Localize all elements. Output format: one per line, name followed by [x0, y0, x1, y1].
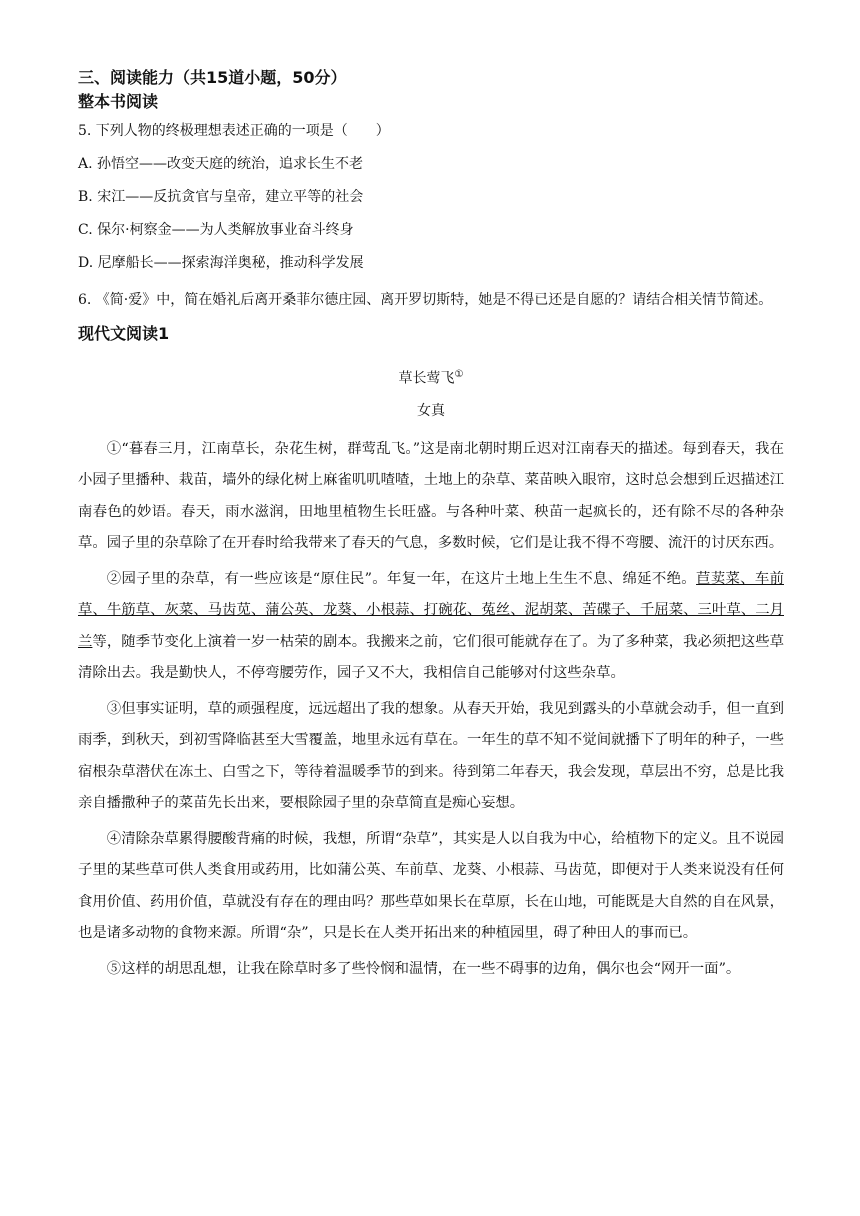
question-5-option-c: C. 保尔·柯察金——为人类解放事业奋斗终身 [78, 222, 354, 238]
question-5-stem: 5. 下列人物的终极理想表述正确的一项是（ ） [78, 123, 390, 139]
paragraph-5: ⑤这样的胡思乱想，让我在除草时多了些怜悯和温情，在一些不碍事的边角，偶尔也会“网开一面”。 [106, 960, 741, 977]
question-5-option-b: B. 宋江——反抗贪官与皇帝，建立平等的社会 [78, 189, 364, 205]
exam-page [78, 66, 784, 989]
paragraph-4: ④清除杂草累得腰酸背痛的时候，我想，所谓“杂草”，其实是人以自我为中心，给植物下的定义。且不说园子里的某些草可供人类食用或药用，比如蒲公英、车前草、龙葵、小根蒜、马齿苋，即便对于人类来说没有任何食用价值、药用价值，草就没有存在的理由吗？那些草如果长在草原，长在山地，可能既是大自然的自在风景，也是诸多动物的食物来源。所谓“杂”，只是长在人类开拓出来的种植园里，碍了种田人的事而已。 [78, 830, 784, 942]
paragraph-2-intro: ②园子里的杂草，有一些应该是“原住民”。年复一年，在这片土地上生生不息、绵延不绝。 [106, 570, 697, 587]
question-5-option-a: A. 孙悟空——改变天庭的统治，追求长生不老 [78, 156, 364, 172]
article-title [78, 364, 784, 390]
question-5-option-d: D. 尼摩船长——探索海洋奥秘，推动科学发展 [78, 255, 364, 271]
article-author: 女真 [417, 402, 445, 419]
paragraph-3: ③但事实证明，草的顽强程度，远远超出了我的想象。从春天开始，我见到露头的小草就会动手，但一直到雨季，到秋天，到初雪降临甚至大雪覆盖，地里永远有草在。一年生的草不知不觉间就播下了明年的种子，一些宿根杂草潜伏在冻土、白雪之下，等待着温暖季节的到来。待到第二年春天，我会发现，草层出不穷，总是比我亲自播撒种子的菜苗先长出来，要根除园子里的杂草简直是痴心妄想。 [78, 700, 784, 812]
paragraph-1: ①“暮春三月，江南草长，杂花生树，群莺乱飞。”这是南北朝时期丘迟对江南春天的描述。每到春天，我在小园子里播种、栽苗，墙外的绿化树上麻雀叽叽喳喳，土地上的杂草、菜苗映入眼帘，这时总会想到丘迟描述江南春色的妙语。春天，雨水滋润，田地里植物生长旺盛。与各种叶菜、秧苗一起疯长的，还有除不尽的各种杂草。园子里的杂草除了在开春时给我带来了春天的气息，多数时候，它们是让我不得不弯腰、流汗的讨厌东西。 [78, 440, 784, 552]
paragraph-2-rest: 等，随季节变化上演着一岁一枯荣的剧本。我搬来之前，它们很可能就存在了。为了多种菜，我必须把这些草清除出去。我是勤快人，不停弯腰劳作，园子又不大，我相信自己能够对付这些杂草。 [78, 633, 784, 682]
section-title: 三、阅读能力（共15道小题，50分） [78, 68, 347, 87]
modern-reading-heading: 现代文阅读1 [78, 324, 170, 343]
article-header [78, 364, 784, 422]
whole-book-heading: 整本书阅读 [78, 92, 159, 111]
paragraph-2-plant-list: 苣荬菜、车前草、牛筋草、灰菜、马齿苋、蒲公英、龙葵、小根蒜、打碗花、菟丝、泥胡菜、苦碟子、千屈菜、三叶草、二月兰 [78, 570, 784, 650]
paragraph-2 [78, 564, 784, 690]
article-title-text: 草长莺飞 [398, 370, 455, 387]
footnote-mark: ① [454, 369, 464, 380]
question-6: 6. 《简·爱》中，简在婚礼后离开桑菲尔德庄园、离开罗切斯特，她是不得已还是自愿的？请结合相关情节简述。 [78, 292, 773, 308]
